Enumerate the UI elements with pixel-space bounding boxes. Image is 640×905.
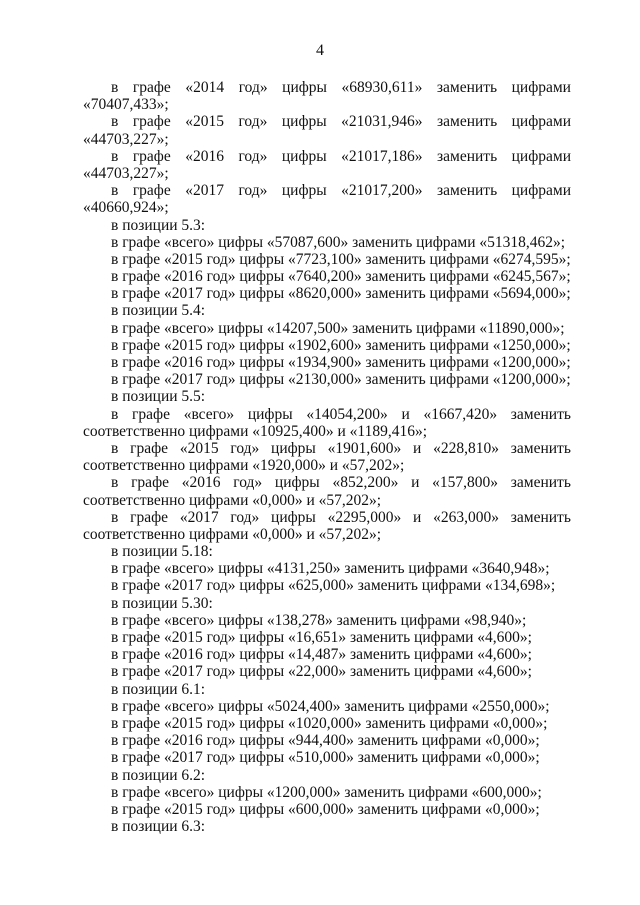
word: и bbox=[413, 508, 422, 526]
word: «2016 bbox=[185, 147, 224, 165]
word: год» bbox=[230, 508, 260, 526]
text-line: «70407,433»; bbox=[83, 96, 169, 114]
word: «263,000» bbox=[433, 508, 499, 526]
word: заменить bbox=[510, 439, 571, 457]
word: в bbox=[111, 439, 119, 457]
text-line: в графе «2017 год» цифры «22,000» заменить цифрами «4,600»; bbox=[111, 663, 532, 681]
text-line: в графе «2017 год» цифры «2130,000» заменить цифрами «1200,000»; bbox=[111, 371, 571, 389]
word: в bbox=[111, 147, 119, 165]
word: «228,810» bbox=[433, 439, 499, 457]
text-line: в графе «всего» цифры «5024,400» заменить цифрами «2550,000»; bbox=[111, 697, 550, 715]
text-line: в позиции 6.2: bbox=[111, 766, 206, 784]
text-line: в графе «2016 год» цифры «1934,900» заменить цифрами «1200,000»; bbox=[111, 354, 571, 371]
word: графе bbox=[132, 405, 170, 423]
text-line: в позиции 5.30: bbox=[111, 594, 213, 612]
word: цифры bbox=[282, 79, 327, 96]
word: «2017 bbox=[179, 508, 219, 526]
text-line: в графе «2017 год» цифры «510,000» заменить цифрами «0,000»; bbox=[111, 749, 540, 767]
word: цифрами bbox=[511, 182, 571, 200]
text-line: в графе «2017 год» цифры «625,000» заменить цифрами «134,698»; bbox=[111, 577, 556, 595]
word: «2295,000» bbox=[327, 508, 402, 526]
word: заменить bbox=[437, 147, 498, 165]
document-body bbox=[83, 79, 571, 835]
page-number: 4 bbox=[316, 42, 324, 59]
word: в bbox=[111, 405, 119, 423]
text-line: в графе «2015 год» цифры «600,000» заменить цифрами «0,000»; bbox=[111, 800, 540, 818]
word: цифры bbox=[271, 439, 316, 457]
word: заменить bbox=[437, 113, 498, 131]
word: графе bbox=[130, 508, 169, 526]
word: графе bbox=[132, 182, 171, 200]
text-line: в графе «2015 год» цифры «16,651» заменить цифрами «4,600»; bbox=[111, 629, 532, 646]
word: «14054,200» bbox=[306, 405, 388, 423]
word: год» bbox=[233, 474, 263, 492]
word: заменить bbox=[436, 79, 498, 96]
word: и bbox=[413, 439, 422, 457]
word: цифры bbox=[281, 147, 327, 165]
word: «2014 bbox=[185, 79, 225, 96]
text-line: в позиции 5.18: bbox=[111, 543, 213, 561]
word: «1901,600» bbox=[327, 439, 402, 457]
text-line: в графе «всего» цифры «14207,500» заменить цифрами «11890,000»; bbox=[111, 319, 565, 337]
word: «157,800» bbox=[432, 474, 499, 492]
text-line: в графе «2015 год» цифры «1902,600» заменить цифрами «1250,000»; bbox=[111, 336, 571, 354]
text-line: в позиции 5.3: bbox=[111, 216, 206, 234]
text-line: «40660,924»; bbox=[83, 199, 169, 217]
word: цифры bbox=[271, 508, 316, 526]
text-line: в графе «2017 год» цифры «8620,000» заменить цифрами «5694,000»; bbox=[111, 285, 571, 303]
text-line: в графе «всего» цифры «57087,600» заменить цифрами «51318,462»; bbox=[111, 233, 566, 251]
word: и bbox=[401, 405, 410, 423]
word: заменить bbox=[510, 405, 571, 423]
word: «2016 bbox=[181, 474, 221, 492]
text-line: в позиции 6.1: bbox=[111, 680, 206, 698]
text-line bbox=[83, 509, 571, 526]
word: в bbox=[111, 474, 119, 492]
word: «всего» bbox=[183, 405, 235, 423]
word: «68930,611» bbox=[341, 79, 423, 96]
word: год» bbox=[238, 79, 268, 96]
word: заменить bbox=[510, 474, 571, 492]
word: графе bbox=[131, 474, 169, 492]
text-line: соответственно цифрами «1920,000» и «57,202»; bbox=[83, 457, 405, 475]
word: заменить bbox=[437, 182, 498, 200]
text-line bbox=[83, 148, 571, 165]
word: цифры bbox=[274, 474, 320, 492]
text-line: в позиции 6.3: bbox=[111, 818, 206, 836]
text-line: соответственно цифрами «10925,400» и «1189,416»; bbox=[83, 422, 428, 440]
text-line: в графе «2016 год» цифры «14,487» заменить цифрами «4,600»; bbox=[111, 646, 532, 664]
word: в bbox=[111, 508, 119, 526]
text-line: в графе «всего» цифры «138,278» заменить цифрами «98,940»; bbox=[111, 611, 527, 629]
text-line bbox=[83, 406, 571, 423]
word: «21031,946» bbox=[341, 113, 423, 131]
word: «2015 bbox=[185, 113, 224, 131]
word: графе bbox=[132, 79, 171, 96]
word: в bbox=[111, 79, 119, 96]
word: «852,200» bbox=[332, 474, 399, 492]
word: в bbox=[111, 182, 119, 200]
text-line: «44703,227»; bbox=[83, 164, 169, 182]
word: год» bbox=[238, 113, 268, 131]
text-line: в графе «2016 год» цифры «7640,200» заменить цифрами «6245,567»; bbox=[111, 268, 571, 286]
word: цифрами bbox=[511, 113, 571, 131]
word: «2017 bbox=[185, 182, 224, 200]
word: цифры bbox=[281, 182, 327, 200]
text-line: в графе «всего» цифры «4131,250» заменить цифрами «3640,948»; bbox=[111, 560, 550, 578]
text-line bbox=[83, 440, 571, 457]
word: «1667,420» bbox=[423, 405, 498, 423]
word: в bbox=[111, 113, 119, 131]
word: цифры bbox=[247, 405, 293, 423]
word: цифрами bbox=[511, 79, 571, 96]
word: заменить bbox=[510, 508, 571, 526]
word: год» bbox=[230, 439, 260, 457]
text-line bbox=[83, 474, 571, 491]
word: и bbox=[411, 474, 420, 492]
text-line: «44703,227»; bbox=[83, 130, 169, 148]
text-line: в графе «2015 год» цифры «7723,100» заменить цифрами «6274,595»; bbox=[111, 250, 571, 268]
word: графе bbox=[130, 439, 169, 457]
text-line: в позиции 5.4: bbox=[111, 302, 206, 320]
text-line bbox=[83, 182, 571, 199]
word: «21017,200» bbox=[341, 182, 423, 200]
word: графе bbox=[132, 113, 171, 131]
text-line: в позиции 5.5: bbox=[111, 388, 206, 406]
text-line bbox=[83, 79, 571, 96]
word: «21017,186» bbox=[341, 147, 423, 165]
text-line bbox=[83, 113, 571, 130]
word: год» bbox=[238, 182, 268, 200]
text-line: в графе «всего» цифры «1200,000» заменить цифрами «600,000»; bbox=[111, 783, 542, 801]
text-line: в графе «2015 год» цифры «1020,000» заменить цифрами «0,000»; bbox=[111, 714, 548, 732]
text-line: соответственно цифрами «0,000» и «57,202»; bbox=[83, 525, 382, 543]
word: год» bbox=[238, 147, 268, 165]
word: графе bbox=[132, 147, 171, 165]
word: цифрами bbox=[511, 147, 571, 165]
word: цифры bbox=[281, 113, 327, 131]
text-line: в графе «2016 год» цифры «944,400» заменить цифрами «0,000»; bbox=[111, 732, 540, 750]
word: «2015 bbox=[179, 439, 219, 457]
text-line: соответственно цифрами «0,000» и «57,202»; bbox=[83, 491, 382, 509]
